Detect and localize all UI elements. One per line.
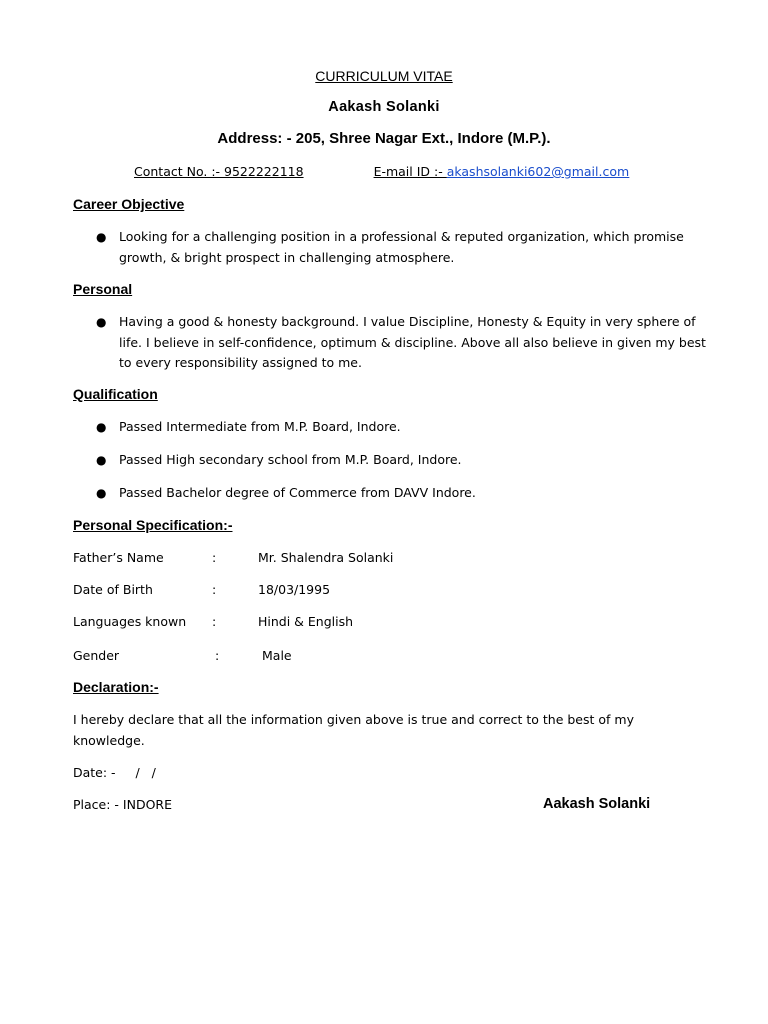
candidate-name: Aakash Solanki [328,99,440,115]
list-item-text: Looking for a challenging position in a professional & reputed organization, which promise growth, & bright prospect in challenging atmosphere. [119,229,684,265]
declaration-date: Date: - / / [73,765,156,780]
declaration-heading: Declaration:- [73,679,159,695]
spec-value-father: Mr. Shalendra Solanki [258,550,394,565]
email-link[interactable]: akashsolanki602@gmail.com [446,164,630,179]
list-item-text: Passed Intermediate from M.P. Board, Indore. [119,419,401,434]
contact-line [134,164,629,179]
declaration-place: Place: - INDORE [73,797,172,812]
document-title: CURRICULUM VITAE [315,68,453,84]
spec-label-dob: Date of Birth [73,582,153,597]
spec-colon: : [212,614,217,629]
qualification-heading: Qualification [73,386,158,402]
spec-colon: : [215,648,220,663]
address-line: Address: - 205, Shree Nagar Ext., Indore (M.P.). [217,130,551,147]
declaration-text: I hereby declare that all the information given above is true and correct to the best of my knowledge. [73,712,634,748]
qualification-item-1 [96,417,706,438]
spec-colon: : [212,550,217,565]
qualification-item-3 [96,483,706,504]
list-item [96,483,706,504]
list-item [96,417,706,438]
personal-list [96,312,706,374]
list-item [96,312,706,374]
list-item-text: Passed High secondary school from M.P. Board, Indore. [119,452,462,467]
contact-number: Contact No. :- 9522222118 [134,164,304,179]
spec-colon: : [212,582,217,597]
career-objective-list [96,227,706,268]
qualification-item-2 [96,450,706,471]
spec-label-languages: Languages known [73,614,187,629]
list-item-text: Passed Bachelor degree of Commerce from DAVV Indore. [119,485,476,500]
spec-value-languages: Hindi & English [258,614,354,629]
personal-heading: Personal [73,281,133,297]
bullet-icon: ● [96,420,107,434]
spec-label-father: Father’s Name [73,550,164,565]
list-item [96,227,706,268]
list-item-text: Having a good & honesty background. I value Discipline, Honesty & Equity in very sphere of life. I believe in self-confidence, optimum & discipline. Above all also believe in given my best to every responsibility assigned to me. [119,314,706,370]
list-item [96,450,706,471]
career-objective-heading: Career Objective [73,196,185,212]
bullet-icon: ● [96,230,107,244]
spec-value-gender: Male [262,648,292,663]
bullet-icon: ● [96,315,107,329]
spec-label-gender: Gender [73,648,120,663]
signature-name: Aakash Solanki [543,796,651,812]
email-label: E-mail ID :- [373,164,447,179]
personal-specification-heading: Personal Specification:- [73,517,233,533]
bullet-icon: ● [96,453,107,467]
bullet-icon: ● [96,486,107,500]
spec-value-dob: 18/03/1995 [258,582,331,597]
